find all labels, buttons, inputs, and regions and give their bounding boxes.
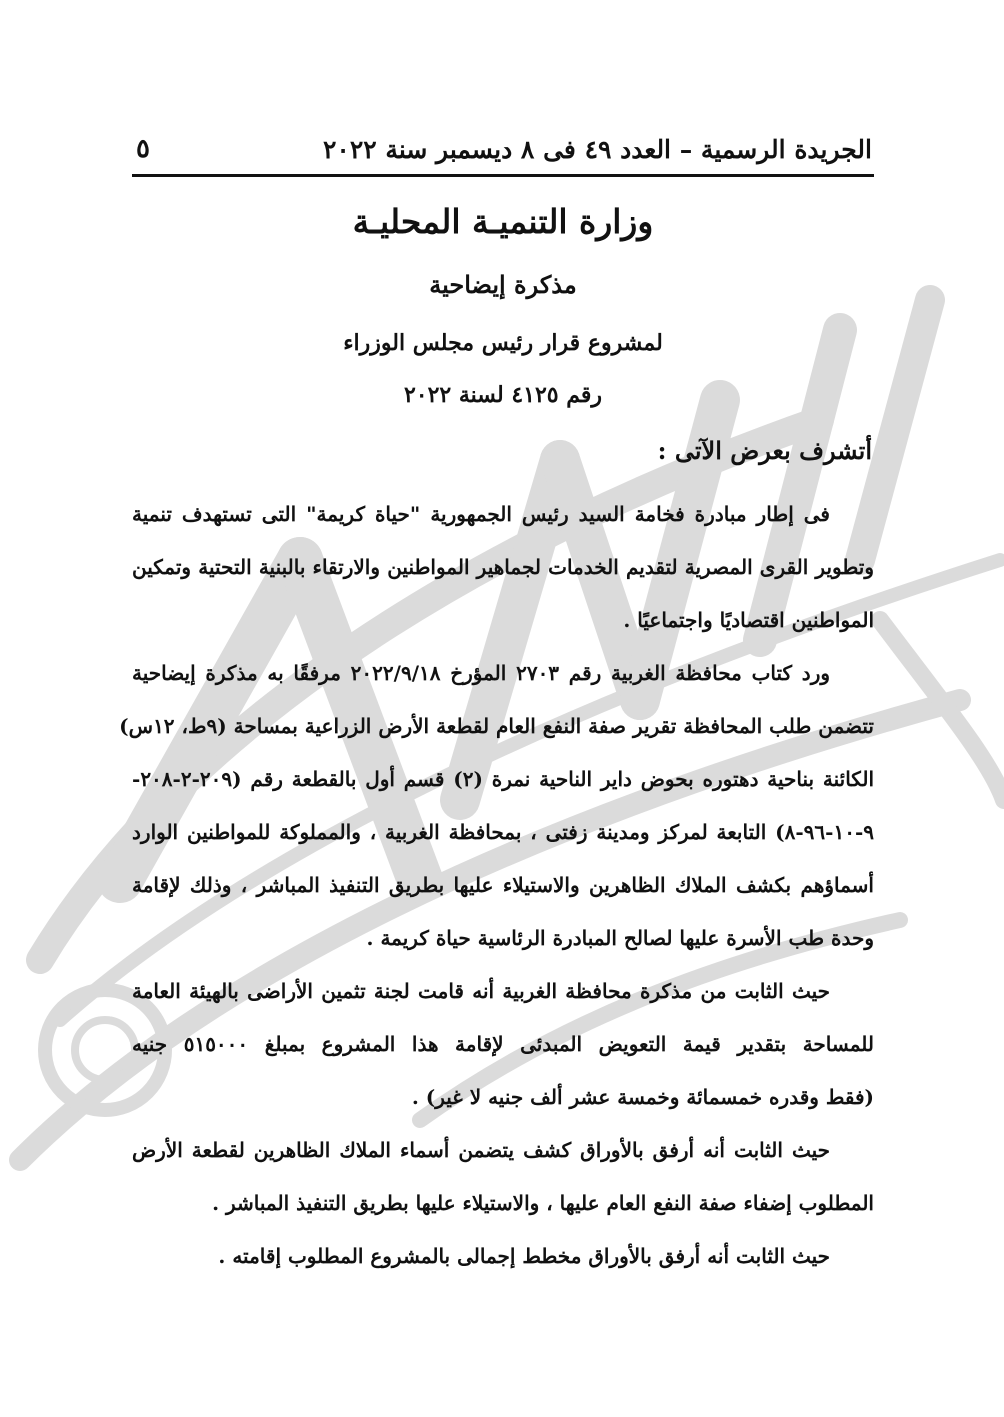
running-title: الجريدة الرسمية – العدد ٤٩ فى ٨ ديسمبر سنة ٢٠٢٢ — [323, 134, 872, 164]
project-line: لمشروع قرار رئيس مجلس الوزراء — [343, 330, 663, 356]
ministry-title: وزارة التنميـة المحليـة — [352, 202, 654, 241]
body-line: الكائنة بناحية دهتوره بحوض داير الناحية نمرة (٢) قسم أول بالقطعة رقم (٢٠٩-٢-٢٠٨- — [132, 767, 874, 791]
paragraph — [132, 965, 874, 1124]
body-line: تتضمن طلب المحافظة تقرير صفة النفع العام لقطعة الأرض الزراعية بمساحة (٩ط، ١٢س) — [119, 714, 874, 738]
body-line: للمساحة بتقدير قيمة التعويض المبدئى لإقامة هذا المشروع بمبلغ ٥١٥٠٠٠ جنيه — [132, 1032, 874, 1056]
body-line: ٩-١٠-٩٦-٨) التابعة لمركز ومدينة زفتى ، بمحافظة الغربية ، والمملوكة للمواطنين الوارد — [132, 820, 874, 844]
page-header — [132, 128, 872, 170]
body-line: فى إطار مبادرة فخامة السيد رئيس الجمهورية "حياة كريمة" التى تستهدف تنمية — [132, 502, 830, 526]
memo-title: مذكرة إيضاحية — [429, 270, 577, 299]
body-line: (فقط وقدره خمسمائة وخمسة عشر ألف جنيه لا غير) . — [411, 1085, 874, 1109]
paragraph — [132, 488, 874, 647]
body-line: حيث الثابت أنه أرفق بالأوراق كشف يتضمن أسماء الملاك الظاهرين لقطعة الأرض — [132, 1138, 830, 1162]
number-line: رقم ٤١٢٥ لسنة ٢٠٢٢ — [403, 382, 603, 408]
body-line: وحدة طب الأسرة عليها لصالح المبادرة الرئاسية حياة كريمة . — [366, 926, 874, 950]
paragraph — [132, 1230, 874, 1283]
body-line: حيث الثابت من مذكرة محافظة الغربية أنه قامت لجنة تثمين الأراضى بالهيئة العامة — [132, 979, 830, 1003]
page-number: ٥ — [136, 134, 150, 164]
paragraph — [119, 647, 874, 965]
body-line: وتطوير القرى المصرية لتقديم الخدمات لجماهير المواطنين والارتقاء بالبنية التحتية وتمكين — [132, 555, 874, 579]
body-line: أسماؤهم بكشف الملاك الظاهرين والاستيلاء عليها بطريق التنفيذ المباشر ، وذلك لإقامة — [132, 873, 874, 897]
paragraph — [132, 1124, 874, 1230]
body-line: حيث الثابت أنه أرفق بالأوراق مخطط إجمالى بالمشروع المطلوب إقامته . — [218, 1244, 830, 1268]
memo-body — [119, 488, 874, 1283]
header-rule — [132, 174, 874, 177]
body-line: المطلوب إضفاء صفة النفع العام عليها ، والاستيلاء عليها بطريق التنفيذ المباشر . — [212, 1191, 874, 1215]
body-line: ورد كتاب محافظة الغربية رقم ٢٧٠٣ المؤرخ ٢٠٢٢/٩/١٨ مرفقًا به مذكرة إيضاحية — [132, 661, 831, 685]
intro-heading: أتشرف بعرض الآتى : — [657, 436, 872, 465]
body-line: المواطنين اقتصاديًا واجتماعيًا . — [623, 608, 874, 632]
